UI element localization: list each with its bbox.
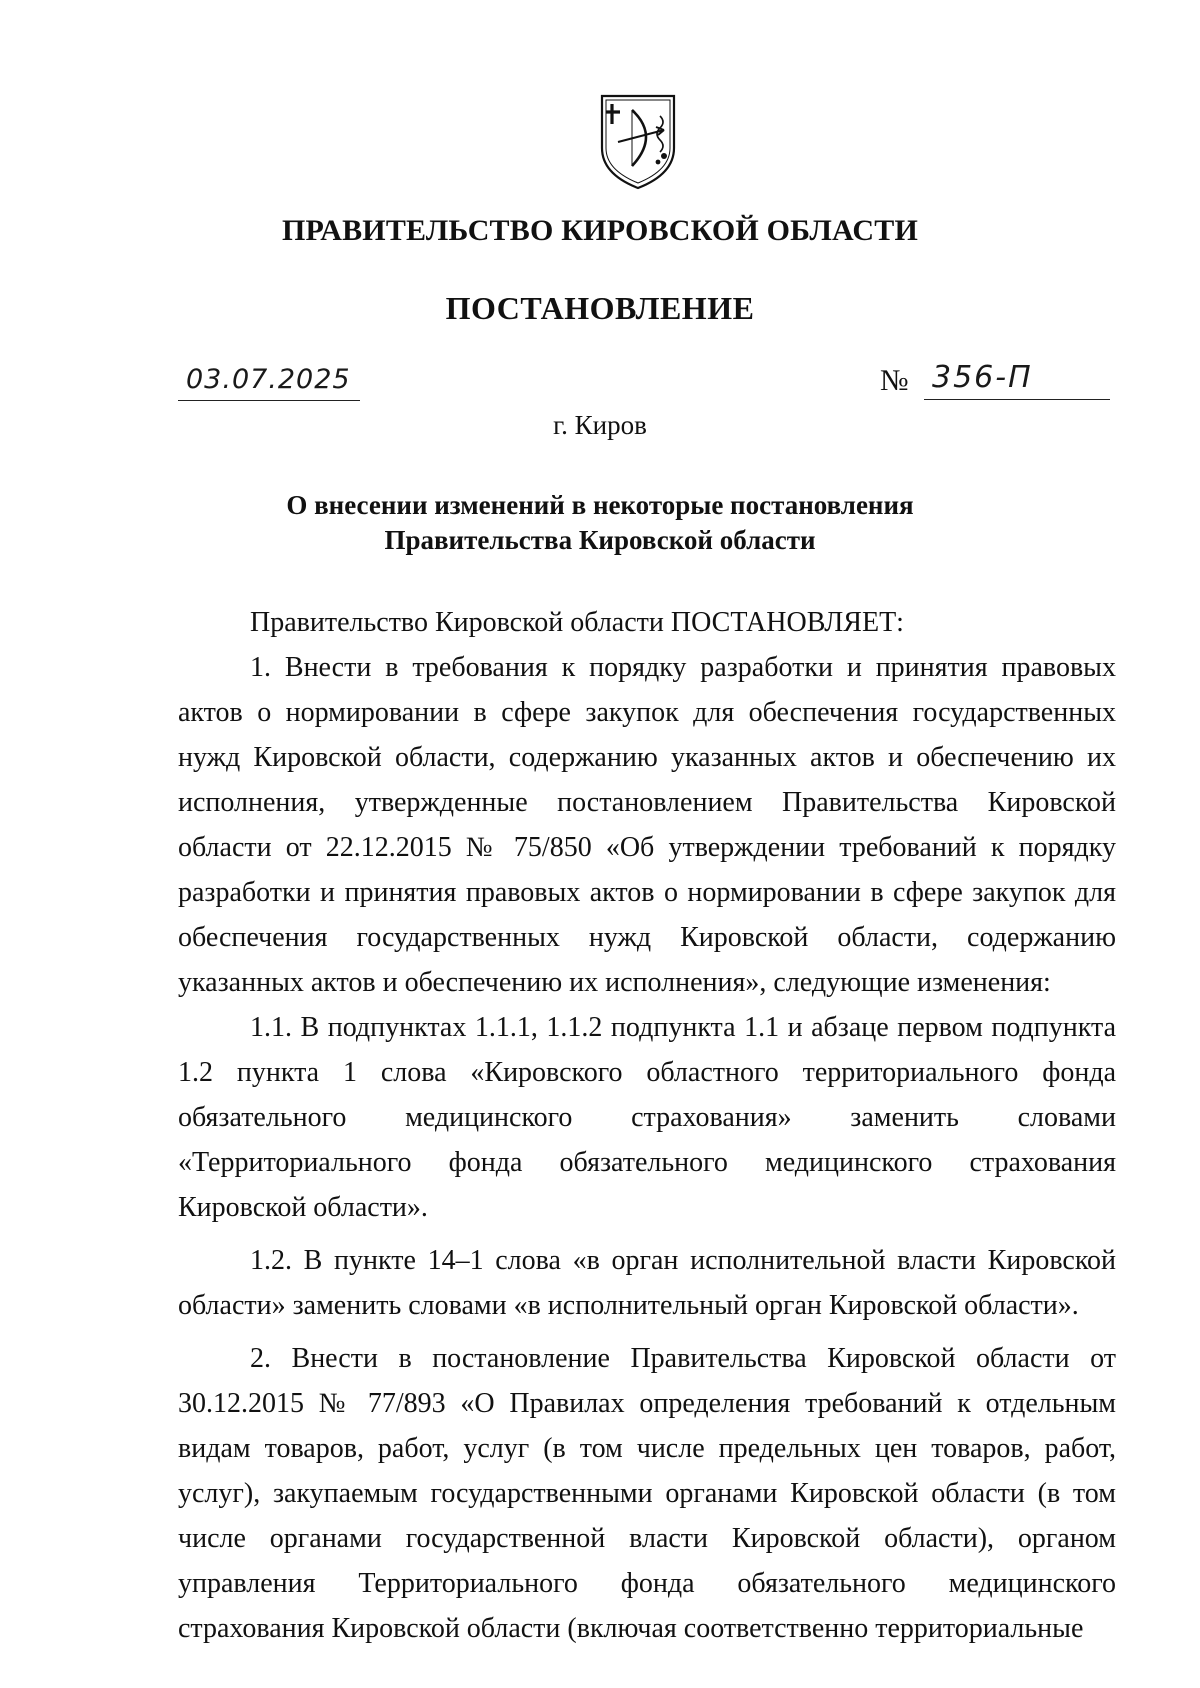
subject-line-2: Правительства Кировской области [384, 525, 816, 555]
subject-line-1: О внесении изменений в некоторые постановления [286, 490, 914, 520]
paragraph-1-1: 1.1. В подпунктах 1.1.1, 1.1.2 подпункта 1.1 и абзаце первом подпункта 1.2 пункта 1 слова «Кировского областного территориального фонда обязательного медицинского страхования» заменить словами «Территориального фонда обязательного медицинского страхования Кировской области». [178, 1012, 1116, 1223]
paragraph-2: 2. Внести в постановление Правительства Кировской области от 30.12.2015 № 77/893 «О Правилах определения требований к отдельным видам товаров, работ, услуг (в том числе предельных цен товаров, работ, услуг), закупаемым государственными органами Кировской области (в том числе органами государственной власти Кировской области), органом управления Территориального фонда обязательного медицинского страхования Кировской области (включая соответственно территориальные [178, 1343, 1116, 1644]
coat-of-arms-icon [598, 92, 678, 192]
document-body [178, 600, 1116, 1651]
document-subject [0, 488, 1200, 558]
preamble: Правительство Кировской области ПОСТАНОВЛЯЕТ: [250, 607, 904, 638]
paragraph-1-2: 1.2. В пункте 14–1 слова «в орган исполнительной власти Кировской области» заменить словами «в исполнительный орган Кировской области». [178, 1245, 1116, 1321]
number-sign: № [880, 364, 909, 397]
date-value: 03.07.2025 [186, 364, 351, 395]
document-type: ПОСТАНОВЛЕНИЕ [445, 290, 755, 326]
organization-title: ПРАВИТЕЛЬСТВО КИРОВСКОЙ ОБЛАСТИ [282, 214, 918, 247]
number-field [880, 362, 1110, 400]
paragraph-1: 1. Внести в требования к порядку разработки и принятия правовых актов о нормировании в сфере закупок для обеспечения государственных нужд Кировской области, содержанию указанных актов и обеспечению их исполнения, утвержденные постановлением Правительства Кировской области от 22.12.2015 № 75/850 «Об утверждении требований к порядку разработки и принятия правовых актов о нормировании в сфере закупок для обеспечения государственных нужд Кировской области, содержанию указанных актов и обеспечению их исполнения», следующие изменения: [178, 652, 1116, 998]
number-value: 356-П [932, 360, 1033, 395]
number-underline [924, 399, 1110, 400]
date-field [178, 364, 360, 401]
city: г. Киров [553, 410, 647, 440]
